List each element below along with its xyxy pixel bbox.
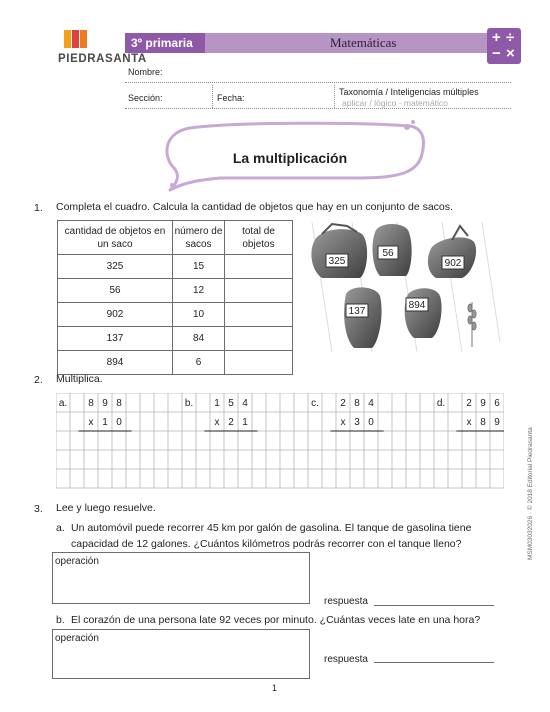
- table-row: [58, 303, 293, 327]
- taxonomy-label: Taxonomía / Inteligencias múltiples: [339, 87, 479, 97]
- divider: [212, 85, 213, 108]
- sack-label: 137: [348, 306, 366, 317]
- problem-letter: d.: [436, 398, 446, 409]
- multiplicand-digit: 8: [354, 398, 360, 409]
- wheat-icon: [468, 302, 476, 347]
- multiplication-grid[interactable]: [56, 393, 504, 493]
- total-answer-cell[interactable]: [225, 303, 293, 327]
- grade-label: 3º primaria: [125, 33, 205, 53]
- publisher-logo: [58, 30, 147, 65]
- logo-text: PIEDRASANTA: [58, 53, 147, 65]
- answer-line-a[interactable]: [374, 605, 494, 606]
- multiplier-digit: 0: [116, 417, 122, 428]
- problem-a-line-1: Un automóvil puede recorrer 45 km por galón de gasolina. El tanque de gasolina tiene: [71, 522, 472, 534]
- total-answer-cell[interactable]: [225, 255, 293, 279]
- multiplicand-digit: 2: [340, 398, 346, 409]
- sack-icon: [405, 288, 442, 338]
- header-per-sack: cantidad de objetos en un saco: [58, 221, 173, 255]
- exercise-1-number: 1.: [34, 202, 43, 214]
- per-sack-cell: 902: [58, 303, 173, 327]
- multiplicand-digit: 8: [88, 398, 94, 409]
- multiplier-digit: 9: [494, 417, 500, 428]
- subject-title: Matemáticas: [330, 35, 397, 50]
- sack-label: 56: [382, 248, 394, 259]
- total-answer-cell[interactable]: [225, 351, 293, 375]
- sacks-illustration: [302, 222, 502, 362]
- per-sack-cell: 894: [58, 351, 173, 375]
- multiplicand-digit: 8: [116, 398, 122, 409]
- num-sacks-cell: 6: [173, 351, 225, 375]
- side-copyright: MSM03032026 · © 2018 Editorial Piedrasanta: [527, 427, 534, 560]
- multiplier-digit: x: [466, 417, 472, 428]
- multiplicand-digit: 2: [466, 398, 472, 409]
- exercise-2-instruction: Multiplica.: [56, 373, 103, 385]
- total-answer-cell[interactable]: [225, 327, 293, 351]
- problem-b-letter: b.: [56, 614, 65, 626]
- multiplicand-digit: 9: [102, 398, 108, 409]
- seccion-line: [125, 108, 511, 109]
- multiplicand-digit: 1: [214, 398, 220, 409]
- header-num-sacks: número de sacos: [173, 221, 225, 255]
- sack-label: 325: [328, 256, 346, 267]
- multiplier-digit: x: [340, 417, 346, 428]
- num-sacks-cell: 15: [173, 255, 225, 279]
- multiplier-digit: x: [88, 417, 94, 428]
- header-bar: [125, 33, 511, 53]
- multiplicand-digit: 6: [494, 398, 500, 409]
- sacks-table: [57, 220, 293, 375]
- multiplicand-digit: 9: [480, 398, 486, 409]
- problem-letter: b.: [184, 398, 194, 409]
- answer-label: respuesta: [324, 654, 368, 665]
- multiplier-digit: x: [214, 417, 220, 428]
- per-sack-cell: 137: [58, 327, 173, 351]
- problem-letter: a.: [58, 398, 68, 409]
- table-row: [58, 327, 293, 351]
- multiplier-digit: 1: [102, 417, 108, 428]
- multiplier-digit: 3: [354, 417, 360, 428]
- multiplier-digit: 1: [242, 417, 248, 428]
- sack-icon: [311, 224, 367, 278]
- operation-label: operación: [55, 633, 99, 644]
- num-sacks-cell: 10: [173, 303, 225, 327]
- nombre-label: Nombre:: [128, 67, 163, 77]
- per-sack-cell: 325: [58, 255, 173, 279]
- exercise-2-number: 2.: [34, 374, 43, 386]
- table-row: [58, 255, 293, 279]
- logo-book-icon: [64, 30, 92, 50]
- per-sack-cell: 56: [58, 279, 173, 303]
- problem-a-line-2: capacidad de 12 galones. ¿Cuántos kilómetros podrás recorrer con el tanque lleno?: [71, 538, 462, 550]
- problem-b-line-1: El corazón de una persona late 92 veces por minuto. ¿Cuántas veces late en una hora?: [71, 614, 481, 626]
- multiplicand-digit: 5: [228, 398, 234, 409]
- sack-icon: [344, 287, 382, 348]
- problem-a-letter: a.: [56, 522, 65, 534]
- num-sacks-cell: 12: [173, 279, 225, 303]
- taxonomy-values: aplicar / lógico - matemático: [342, 98, 448, 108]
- seccion-label: Sección:: [128, 93, 163, 103]
- header-total: total de objetos: [225, 221, 293, 255]
- multiplier-digit: 0: [368, 417, 374, 428]
- exercise-1-instruction: Completa el cuadro. Calcula la cantidad de objetos que hay en un conjunto de sacos.: [56, 201, 453, 213]
- answer-line-b[interactable]: [374, 662, 494, 663]
- multiplicand-digit: 4: [368, 398, 374, 409]
- answer-label: respuesta: [324, 596, 368, 607]
- nombre-line[interactable]: [125, 82, 511, 83]
- sack-label: 902: [444, 258, 462, 269]
- sack-icon: [428, 226, 476, 278]
- fecha-label: Fecha:: [217, 93, 245, 103]
- divider: [334, 85, 335, 108]
- problem-letter: c.: [311, 398, 319, 409]
- page-title: La multiplicación: [232, 150, 348, 166]
- num-sacks-cell: 84: [173, 327, 225, 351]
- table-row: [58, 279, 293, 303]
- sack-label: 894: [408, 300, 426, 311]
- total-answer-cell[interactable]: [225, 279, 293, 303]
- operation-label: operación: [55, 556, 99, 567]
- math-operations-icon: + ÷ − ×: [487, 28, 521, 64]
- page-number: 1: [272, 683, 278, 693]
- multiplier-digit: 8: [480, 417, 486, 428]
- exercise-3-number: 3.: [34, 503, 43, 515]
- multiplier-digit: 2: [228, 417, 234, 428]
- exercise-3-instruction: Lee y luego resuelve.: [56, 502, 156, 514]
- multiplicand-digit: 4: [242, 398, 248, 409]
